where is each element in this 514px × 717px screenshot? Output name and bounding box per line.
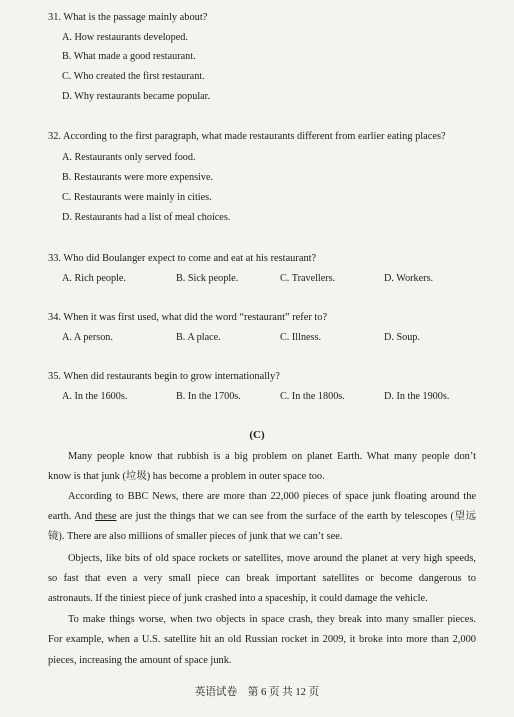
question-35-options — [62, 390, 482, 403]
question-34-option-c: C. Illness. — [280, 332, 322, 343]
question-32-stem: 32. According to the first paragraph, what made restaurants different from earlier eating places? — [48, 131, 446, 142]
question-35-stem: 35. When did restaurants begin to grow internationally? — [48, 371, 280, 382]
question-33-options — [62, 272, 482, 285]
question-35-option-c: C. In the 1800s. — [280, 391, 345, 402]
question-33-stem: 33. Who did Boulanger expect to come and eat at his restaurant? — [48, 253, 317, 264]
question-32-option-b: B. Restaurants were more expensive. — [62, 172, 214, 183]
question-31-option-a: A. How restaurants developed. — [62, 32, 188, 43]
passage-line-11: pieces, increasing the amount of space junk. — [48, 655, 232, 666]
page-footer: 英语试卷 第 6 页 共 12 页 — [194, 687, 320, 698]
question-32-option-d: D. Restaurants had a list of meal choices. — [62, 212, 231, 223]
question-31-option-d: D. Why restaurants became popular. — [62, 91, 211, 102]
question-33-option-d: D. Workers. — [384, 273, 434, 284]
passage-line-1: Many people know that rubbish is a big problem on planet Earth. What many people don’t — [68, 451, 476, 462]
question-33-option-b: B. Sick people. — [176, 273, 239, 284]
question-35-option-d: D. In the 1900s. — [384, 391, 450, 402]
passage-line-4-end: are just the things that we can see from the surface of the earth by telescopes (望远 — [116, 511, 477, 522]
question-32-option-a: A. Restaurants only served food. — [62, 152, 196, 163]
passage-line-3: According to BBC News, there are more than 22,000 pieces of space junk floating around the — [68, 491, 476, 502]
question-31-option-b: B. What made a good restaurant. — [62, 51, 196, 62]
question-34-stem: 34. When it was first used, what did the word “restaurant” refer to? — [48, 312, 328, 323]
question-34-option-b: B. A place. — [176, 332, 221, 343]
question-31-option-c: C. Who created the first restaurant. — [62, 71, 205, 82]
question-33-option-c: C. Travellers. — [280, 273, 336, 284]
question-34-option-d: D. Soup. — [384, 332, 420, 343]
question-31-stem: 31. What is the passage mainly about? — [48, 12, 208, 23]
question-32-option-c: C. Restaurants were mainly in cities. — [62, 192, 212, 203]
passage-line-4 — [48, 510, 476, 523]
question-35-option-a: A. In the 1600s. — [62, 391, 128, 402]
question-34-option-a: A. A person. — [62, 332, 113, 343]
passage-line-8: astronauts. If the tiniest piece of junk crashed into a spaceship, it could damage the vehicle. — [48, 593, 428, 604]
passage-line-4-start: earth. And — [48, 511, 96, 522]
section-c-title: (C) — [249, 429, 265, 441]
underlined-word-these: these — [95, 511, 117, 522]
passage-line-6: Objects, like bits of old space rockets or satellites, move around the planet at very high speeds, — [68, 553, 476, 564]
question-34-options — [62, 331, 482, 344]
question-35-option-b: B. In the 1700s. — [176, 391, 241, 402]
passage-line-2: know is that junk (垃圾) has become a problem in outer space too. — [48, 471, 325, 482]
question-33-option-a: A. Rich people. — [62, 273, 126, 284]
passage-line-10: For example, when a U.S. satellite hit an old Russian rocket in 2009, it broke into more than 2,000 — [48, 634, 476, 645]
passage-line-7: so fast that even a very small piece can break important satellites or become dangerous to — [48, 573, 476, 584]
passage-line-5: 镜). There are also millions of smaller pieces of junk that we can’t see. — [48, 531, 343, 542]
passage-line-9: To make things worse, when two objects in space crash, they break into many smaller pieces. — [68, 614, 476, 625]
